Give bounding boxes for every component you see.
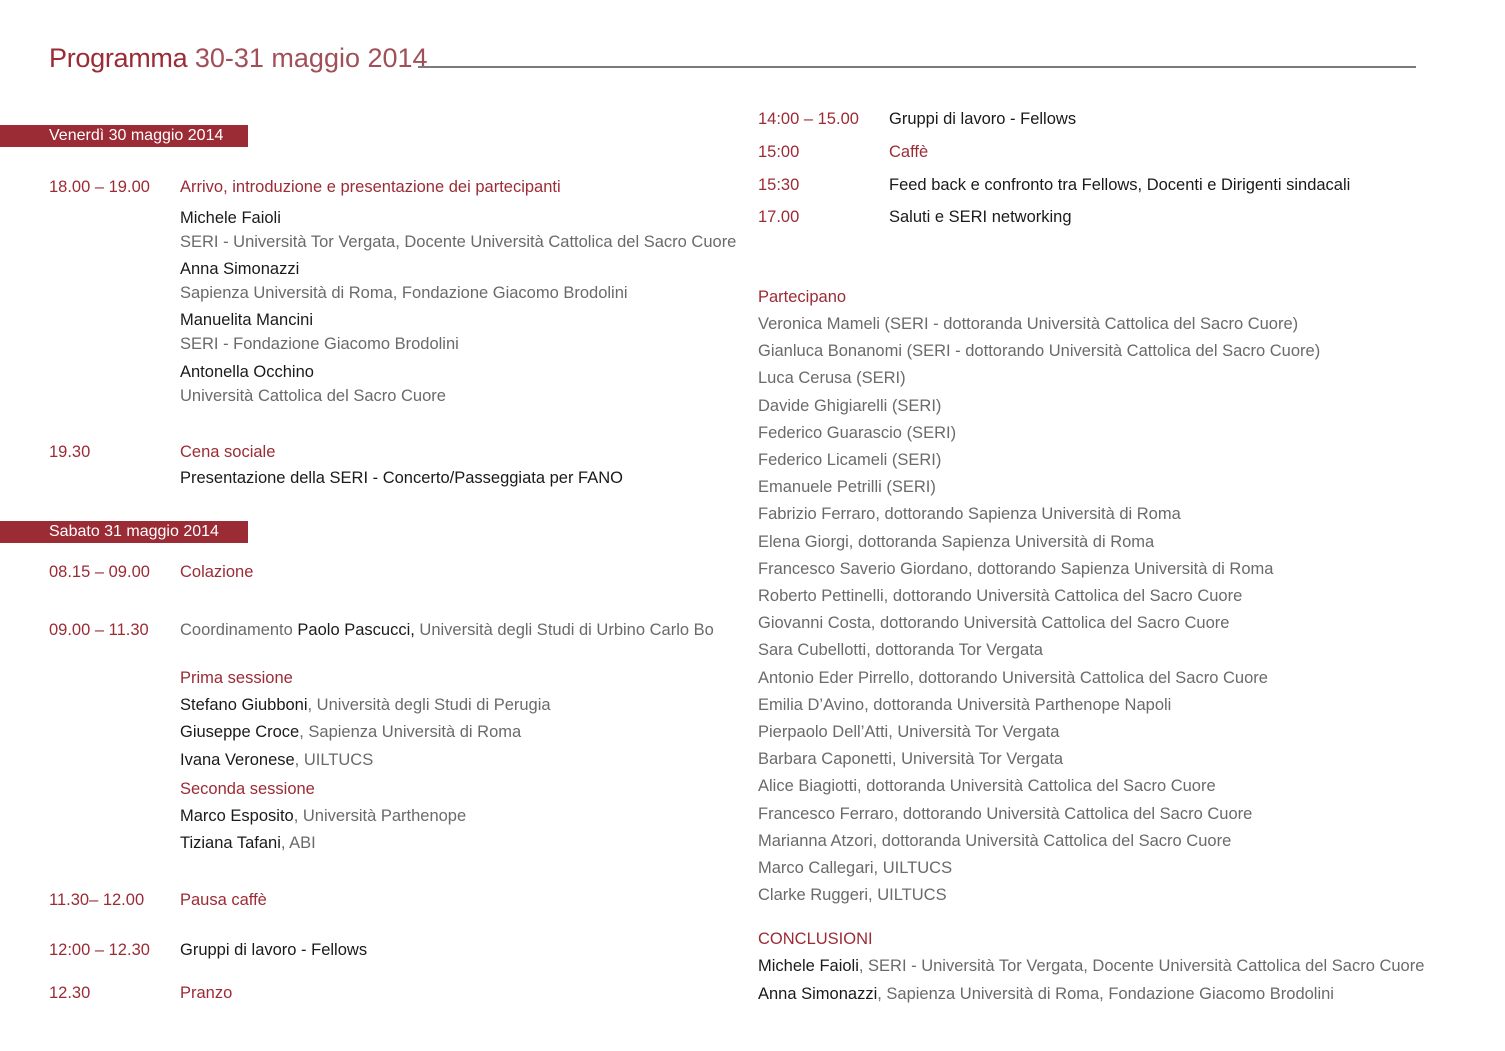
session-title: Prima sessione: [180, 669, 293, 687]
coordinator-affiliation: Università degli Studi di Urbino Carlo Bo: [419, 621, 714, 639]
day-band-saturday: [0, 521, 248, 543]
session-description: Presentazione della SERI - Concerto/Passeggiata per FANO: [180, 469, 623, 487]
speaker-affiliation: , Sapienza Università di Roma: [299, 723, 522, 741]
session-time: 15:30: [758, 176, 800, 194]
day-band-label: Venerdì 30 maggio 2014: [49, 127, 224, 144]
participant-item: Giovanni Costa, dottorando Università Cattolica del Sacro Cuore: [758, 614, 1230, 633]
session-time: 18.00 – 19.00: [49, 178, 150, 196]
participant-item: Francesco Saverio Giordano, dottorando Sapienza Università di Roma: [758, 559, 1274, 578]
session-title: Gruppi di lavoro - Fellows: [889, 110, 1077, 128]
speaker-name: Stefano Giubboni: [180, 696, 308, 714]
speaker-line: [180, 833, 316, 853]
coordination-line: [180, 620, 714, 640]
day-band-friday: [0, 125, 248, 147]
session-title: Pausa caffè: [180, 891, 267, 909]
speaker-name: Anna Simonazzi: [758, 985, 878, 1003]
participant-item: Emilia D’Avino, dottoranda Università Parthenope Napoli: [758, 695, 1172, 714]
speaker-affiliation: , ABI: [280, 834, 316, 852]
speaker-name: Manuelita Mancini: [180, 311, 313, 329]
participant-item: Davide Ghigiarelli (SERI): [758, 396, 942, 415]
conclusion-line: [758, 956, 1424, 976]
participant-item: Gianluca Bonanomi (SERI - dottorando Università Cattolica del Sacro Cuore): [758, 342, 1321, 361]
title-dates: 30-31 maggio 2014: [194, 43, 428, 73]
participant-item: Federico Guarascio (SERI): [758, 423, 957, 442]
session-title: Saluti e SERI networking: [889, 208, 1072, 226]
participants-title: Partecipano: [758, 288, 847, 306]
participant-item: Emanuele Petrilli (SERI): [758, 478, 936, 497]
speaker-line: [180, 750, 373, 770]
session-time: 12:00 – 12.30: [49, 941, 150, 959]
session-title: Gruppi di lavoro - Fellows: [180, 941, 368, 959]
conclusion-line: [758, 984, 1334, 1004]
session-time: 09.00 – 11.30: [49, 621, 149, 639]
speaker-name: Giuseppe Croce: [180, 723, 300, 741]
speaker-affiliation: Sapienza Università di Roma, Fondazione Giacomo Brodolini: [180, 284, 628, 302]
participant-item: Marianna Atzori, dottoranda Università Cattolica del Sacro Cuore: [758, 831, 1232, 850]
participant-item: Pierpaolo Dell’Atti, Università Tor Vergata: [758, 723, 1060, 741]
conclusions-title: CONCLUSIONI: [758, 930, 873, 948]
participant-item: Roberto Pettinelli, dottorando Università Cattolica del Sacro Cuore: [758, 587, 1243, 605]
session-time: 15:00: [758, 143, 800, 161]
session-title: Pranzo: [180, 984, 233, 1002]
session-title: Seconda sessione: [180, 780, 315, 798]
participant-item: Federico Licameli (SERI): [758, 451, 942, 469]
speaker-line: [180, 806, 466, 826]
coordination-label: Coordinamento: [180, 621, 293, 639]
session-time: 14:00 – 15.00: [758, 110, 859, 128]
participant-item: Antonio Eder Pirrello, dottorando Università Cattolica del Sacro Cuore: [758, 668, 1268, 687]
speaker-name: Anna Simonazzi: [180, 260, 300, 278]
participant-item: Barbara Caponetti, Università Tor Vergata: [758, 750, 1064, 769]
speaker-name: Michele Faioli: [758, 957, 859, 975]
speaker-name: Antonella Occhino: [180, 363, 314, 381]
session-title: Feed back e confronto tra Fellows, Docenti e Dirigenti sindacali: [889, 176, 1351, 194]
title-prefix: Programma: [49, 43, 188, 73]
participant-item: Francesco Ferraro, dottorando Università Cattolica del Sacro Cuore: [758, 804, 1253, 823]
session-time: 12.30: [49, 984, 91, 1002]
speaker-affiliation: , Sapienza Università di Roma, Fondazione Giacomo Brodolini: [877, 985, 1334, 1003]
participant-item: Luca Cerusa (SERI): [758, 369, 906, 388]
speaker-name: Marco Esposito: [180, 807, 294, 825]
speaker-line: [180, 695, 551, 715]
participant-item: Elena Giorgi, dottoranda Sapienza Università di Roma: [758, 532, 1155, 551]
participant-item: Veronica Mameli (SERI - dottoranda Università Cattolica del Sacro Cuore): [758, 315, 1299, 333]
speaker-affiliation: , Università degli Studi di Perugia: [307, 696, 551, 714]
participant-item: Alice Biagiotti, dottoranda Università Cattolica del Sacro Cuore: [758, 777, 1216, 796]
title-rule: [418, 66, 1416, 68]
session-title: Arrivo, introduzione e presentazione dei partecipanti: [180, 178, 561, 196]
coordinator-name: Paolo Pascucci,: [297, 621, 415, 639]
day-band-label: Sabato 31 maggio 2014: [49, 523, 219, 540]
session-time: 11.30– 12.00: [49, 891, 145, 909]
speaker-affiliation: SERI - Fondazione Giacomo Brodolini: [180, 335, 459, 353]
speaker-name: Ivana Veronese: [180, 751, 295, 769]
participant-item: Fabrizio Ferraro, dottorando Sapienza Università di Roma: [758, 505, 1181, 524]
speaker-affiliation: , SERI - Università Tor Vergata, Docente Università Cattolica del Sacro Cuore: [858, 957, 1425, 975]
session-time: 08.15 – 09.00: [49, 563, 150, 581]
session-title: Cena sociale: [180, 443, 276, 461]
session-time: 19.30: [49, 443, 91, 461]
page-title: [49, 42, 428, 74]
session-title: Colazione: [180, 563, 254, 581]
speaker-affiliation: Università Cattolica del Sacro Cuore: [180, 387, 446, 405]
speaker-name: Michele Faioli: [180, 209, 281, 227]
participant-item: Sara Cubellotti, dottoranda Tor Vergata: [758, 641, 1043, 660]
session-title: Caffè: [889, 143, 929, 161]
session-time: 17.00: [758, 208, 800, 226]
speaker-affiliation: , UILTUCS: [294, 751, 374, 769]
speaker-affiliation: SERI - Università Tor Vergata, Docente Università Cattolica del Sacro Cuore: [180, 233, 737, 251]
speaker-affiliation: , Università Parthenope: [293, 807, 467, 825]
speaker-name: Tiziana Tafani: [180, 834, 281, 852]
participant-item: Clarke Ruggeri, UILTUCS: [758, 886, 947, 905]
participant-item: Marco Callegari, UILTUCS: [758, 859, 953, 877]
speaker-line: [180, 722, 521, 742]
